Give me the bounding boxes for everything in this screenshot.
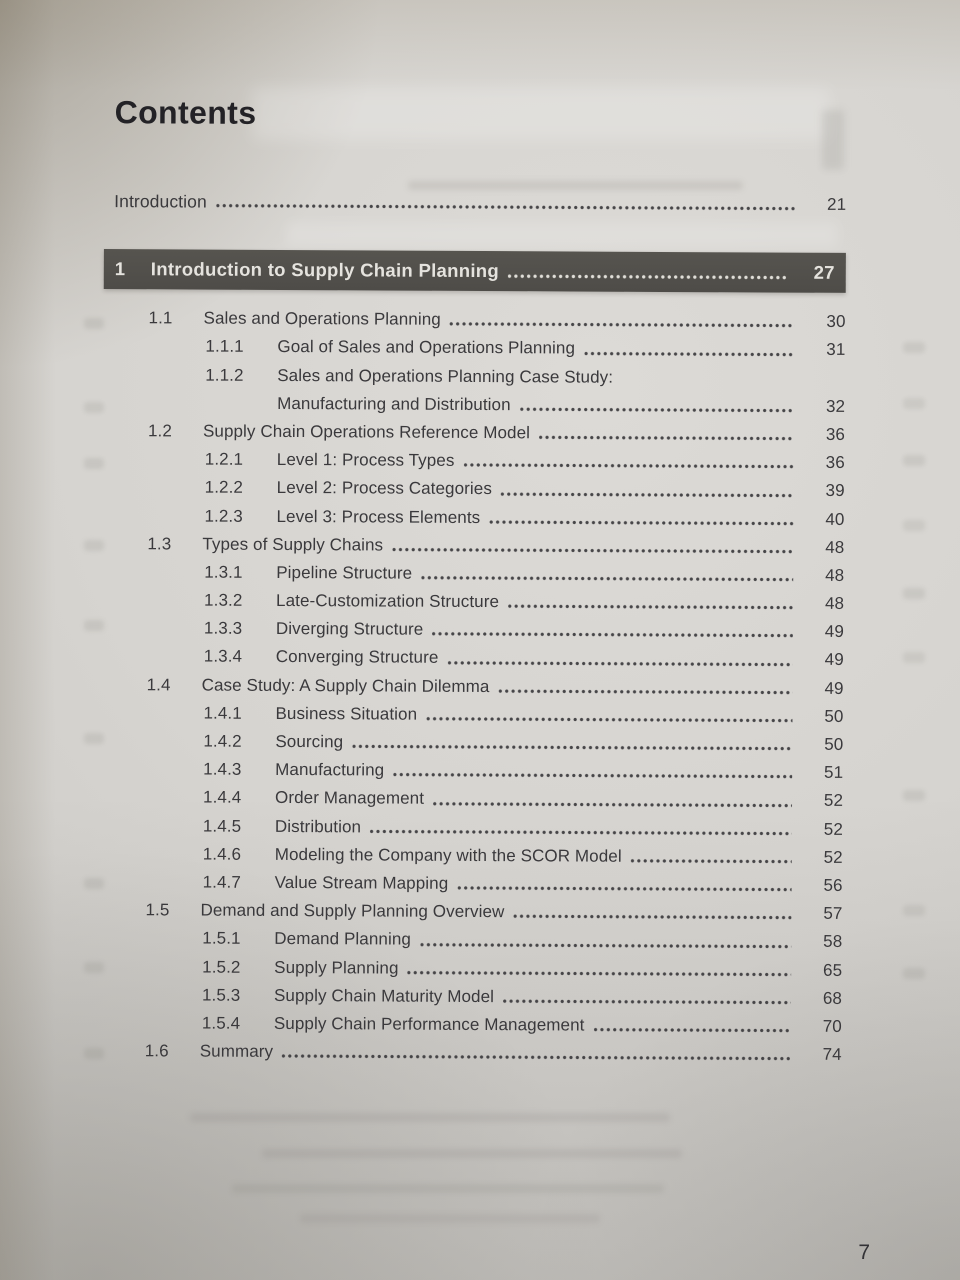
entry-page-number: 48 [824,593,845,613]
dot-leader [216,203,795,212]
entry-page-number: 52 [823,791,844,811]
entry-title: Diverging Structure [275,619,424,639]
toc-entry-1.5 [110,896,842,928]
entry-number: 1.5.2 [202,957,241,977]
dot-leader [426,716,792,724]
entry-number: 1.2.3 [204,506,243,526]
entry-title: Introduction [114,191,207,212]
dot-leader [501,491,794,499]
toc-entry-1.3.2 [112,586,844,618]
entry-page-number: 52 [823,819,843,839]
entry-title: Order Management [275,788,425,809]
entry-number: 1.2 [147,421,172,441]
entry-page-number: 68 [822,988,843,1008]
dot-leader [539,434,794,441]
showthrough-ghost [84,540,104,551]
toc-entry-1.1.2-continuation [113,389,845,421]
entry-number: 1.4.5 [202,816,242,836]
entry-page-number: 50 [824,706,844,726]
dot-leader [489,519,793,527]
entry-page-number: 48 [825,565,845,585]
showthrough-ghost [84,318,104,329]
entry-number: 1.5.3 [201,985,241,1005]
showthrough-ghost [84,878,104,889]
entry-title: Late-Customization Structure [276,591,500,612]
entry-page-number: 50 [824,734,844,754]
dot-leader [447,659,792,667]
entry-title: Supply Chain Performance Management [273,1013,585,1035]
dot-leader [421,575,793,583]
entry-number: 1.6 [144,1041,169,1061]
entry-title: Summary [199,1041,274,1061]
entry-page-number: 21 [827,194,847,214]
entry-page-number: 48 [825,537,845,557]
entry-page-number: 49 [824,650,844,670]
entry-number: 1.2.2 [204,477,244,498]
showthrough-ghost [84,1048,104,1059]
dot-leader [282,1053,791,1062]
dot-leader [420,941,791,949]
entry-title: Distribution [274,816,362,836]
entry-number: 1.3.1 [204,562,243,582]
dot-leader [593,1027,790,1034]
dot-leader [457,885,791,893]
toc-entry-1.5.2 [110,953,842,985]
dot-leader [520,406,794,413]
showthrough-ghost [903,588,925,599]
dot-leader [584,350,794,357]
entry-number: 1.4 [146,674,171,695]
entry-page-number: 49 [824,678,844,698]
entry-title: Demand Planning [274,929,412,949]
showthrough-ghost [903,342,925,353]
dot-leader [498,688,792,696]
entry-number: 1.1.2 [205,365,244,385]
entry-number: 1.1 [148,308,173,328]
entry-title: Pipeline Structure [276,562,413,583]
showthrough-ghost [903,455,925,466]
toc-entry-1.4 [112,671,844,703]
toc-entry-1.1.1 [113,332,845,364]
entry-page-number: 31 [826,340,846,360]
page-title: Contents [114,94,257,131]
entry-title: Converging Structure [275,647,439,668]
showthrough-ghost [84,620,104,631]
showthrough-ghost [903,790,925,801]
entry-page-number: 70 [822,1016,842,1036]
dot-leader [392,546,793,554]
entry-title: Demand and Supply Planning Overview [200,900,505,922]
entry-page-number: 52 [823,847,843,867]
entry-title: Level 2: Process Categories [276,478,493,499]
entry-title: Manufacturing [275,760,385,780]
dot-leader [352,744,792,752]
entry-page-number: 39 [825,481,845,501]
showthrough-ghost [84,458,104,469]
dot-leader [513,913,791,920]
entry-number: 1.4.6 [202,844,242,864]
chapter-1-bar [104,249,846,293]
showthrough-ghost [84,402,104,413]
toc-entry-1.6 [110,1037,842,1069]
dot-leader [503,998,791,1006]
toc-entry-1.1 [113,304,845,336]
toc-entry-1.4.1 [111,699,843,731]
dot-leader [508,273,788,280]
entry-number: 1.4.2 [203,731,242,751]
entry-page-number: 40 [825,509,845,529]
entry-page-number: 65 [823,960,843,980]
entry-number: 1.4.3 [203,759,242,779]
toc-content [110,0,848,1069]
entry-page-number: 32 [825,396,846,416]
entry-title: Supply Planning [274,957,399,978]
entry-title: Goal of Sales and Operations Planning [277,337,576,358]
toc-entry-1.4.6 [111,840,843,872]
showthrough-ghost [903,968,925,979]
entry-page-number: 51 [824,762,844,783]
entry-title: Case Study: A Supply Chain Dilemma [201,675,490,696]
toc-entry-1.5.3 [110,981,842,1013]
entry-page-number: 74 [822,1044,842,1064]
dot-leader [433,800,792,808]
entry-number: 1.4.7 [202,872,241,892]
toc-entry-1.4.4 [111,783,843,815]
showthrough-ghost [300,1214,600,1223]
entry-title: Sales and Operations Planning Case Study: [277,365,614,387]
entry-title: Level 1: Process Types [276,450,455,470]
toc-entry-1.2 [113,417,845,449]
dot-leader [463,462,793,470]
entry-title: Types of Supply Chains [202,534,384,555]
dot-leader [408,969,792,977]
toc-entry-1.3.1 [112,558,844,590]
showthrough-ghost [190,1113,670,1122]
dot-leader [370,828,792,836]
entry-number: 1.3.2 [204,590,243,610]
dot-leader [450,321,795,329]
entry-number: 1.2.1 [204,449,244,469]
toc-entry-introduction [114,187,846,219]
dot-leader [393,772,792,780]
entry-number: 1.5 [145,900,170,920]
entry-page-number: 36 [825,424,846,444]
entry-number: 1.3 [147,533,172,554]
toc-entry-1.4.3 [111,755,843,787]
dot-leader [631,858,792,865]
entry-page-number: 49 [824,622,844,642]
showthrough-ghost [903,398,925,409]
showthrough-ghost [232,1184,664,1193]
toc-entry-1.2.3 [112,502,844,534]
entry-number: 1.4.4 [203,787,242,808]
dot-leader [508,603,793,610]
chapter-page-number: 27 [813,261,835,284]
toc-entry-1.3.4 [112,643,844,675]
toc-front-matter [114,187,846,219]
chapter-number: 1 [114,258,126,280]
showthrough-ghost [262,1149,682,1158]
toc-entry-1.1.2 [113,361,845,393]
entry-title: Supply Chain Operations Reference Model [202,421,531,443]
showthrough-ghost [903,520,925,531]
entry-page-number: 30 [826,312,846,332]
dot-leader [432,631,793,639]
entry-title: Manufacturing and Distribution [277,393,511,414]
entry-page-number: 56 [823,875,843,895]
entry-number: 1.5.4 [201,1013,241,1033]
entry-title: Sales and Operations Planning [203,308,441,329]
entry-page-number: 58 [823,932,843,952]
folio-page-number: 7 [858,1241,870,1264]
toc-entry-1.3.3 [112,614,844,646]
toc-entries [110,304,846,1069]
showthrough-ghost [84,962,104,973]
entry-number: 1.5.1 [202,928,241,949]
entry-title: Value Stream Mapping [274,872,449,893]
chapter-title: Introduction to Supply Chain Planning [150,258,500,282]
entry-title: Sourcing [275,731,344,752]
entry-title: Supply Chain Maturity Model [273,985,495,1006]
entry-number: 1.3.3 [203,618,243,639]
showthrough-ghost [903,652,925,663]
toc-entry-1.5.4 [110,1009,842,1041]
entry-page-number: 57 [823,903,843,924]
entry-number: 1.3.4 [203,646,243,667]
entry-number: 1.4.1 [203,703,242,723]
showthrough-ghost [84,733,104,744]
toc-entry-1.5.1 [110,924,842,956]
toc-entry-1.3 [112,530,844,562]
entry-title: Level 3: Process Elements [276,506,481,527]
entry-title: Business Situation [275,703,418,724]
toc-entry-1.4.5 [111,812,843,844]
toc-entry-1.4.2 [111,727,843,759]
entry-title: Modeling the Company with the SCOR Model [274,844,622,866]
toc-entry-1.2.2 [113,473,845,505]
entry-number: 1.1.1 [205,336,244,357]
toc-entry-1.2.1 [113,445,845,477]
showthrough-ghost [903,905,925,916]
entry-page-number: 36 [825,452,845,473]
toc-entry-1.4.7 [111,868,843,900]
